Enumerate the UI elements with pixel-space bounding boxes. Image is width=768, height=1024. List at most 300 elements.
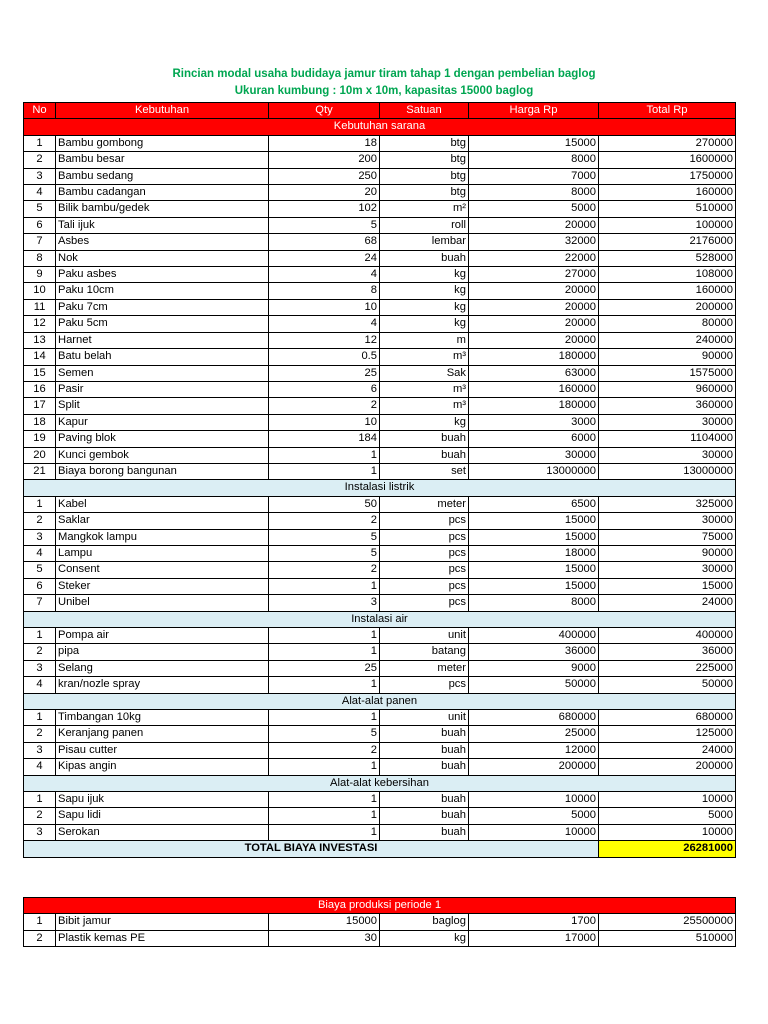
cell-total: 125000 bbox=[599, 726, 736, 742]
cell-harga: 3000 bbox=[469, 414, 599, 430]
document-title: Rincian modal usaha budidaya jamur tiram tahap 1 dengan pembelian baglog bbox=[172, 68, 596, 80]
cell-satuan: set bbox=[380, 463, 469, 479]
cell-kebutuhan: Keranjang panen bbox=[56, 726, 269, 742]
cell-no: 2 bbox=[24, 152, 56, 168]
cell-kebutuhan: Pasir bbox=[56, 381, 269, 397]
cell-kebutuhan: Tali ijuk bbox=[56, 217, 269, 233]
cell-qty: 5 bbox=[269, 726, 380, 742]
cell-harga: 20000 bbox=[469, 316, 599, 332]
cell-qty: 2 bbox=[269, 562, 380, 578]
table-row bbox=[24, 250, 736, 266]
cell-no: 3 bbox=[24, 824, 56, 840]
cell-total: 36000 bbox=[599, 644, 736, 660]
cell-no: 21 bbox=[24, 463, 56, 479]
cell-harga: 20000 bbox=[469, 283, 599, 299]
table-row bbox=[24, 316, 736, 332]
cell-qty: 24 bbox=[269, 250, 380, 266]
cell-satuan: btg bbox=[380, 135, 469, 151]
cell-satuan: pcs bbox=[380, 595, 469, 611]
cell-harga: 6500 bbox=[469, 496, 599, 512]
table-row bbox=[24, 463, 736, 479]
cell-kebutuhan: Steker bbox=[56, 578, 269, 594]
cell-total: 15000 bbox=[599, 578, 736, 594]
cell-harga: 13000000 bbox=[469, 463, 599, 479]
cell-satuan: unit bbox=[380, 710, 469, 726]
cell-total: 5000 bbox=[599, 808, 736, 824]
table-row bbox=[24, 710, 736, 726]
cell-total: 528000 bbox=[599, 250, 736, 266]
cell-total: 200000 bbox=[599, 299, 736, 315]
cell-kebutuhan: Bambu cadangan bbox=[56, 185, 269, 201]
table-row bbox=[24, 496, 736, 512]
cell-total: 680000 bbox=[599, 710, 736, 726]
cell-total: 108000 bbox=[599, 267, 736, 283]
table-row bbox=[24, 168, 736, 184]
cell-harga: 25000 bbox=[469, 726, 599, 742]
table-row bbox=[24, 792, 736, 808]
cell-total: 75000 bbox=[599, 529, 736, 545]
table-row bbox=[24, 135, 736, 151]
cell-kebutuhan: Bambu besar bbox=[56, 152, 269, 168]
cell-satuan: m² bbox=[380, 201, 469, 217]
cell-no: 7 bbox=[24, 595, 56, 611]
cell-total: 10000 bbox=[599, 824, 736, 840]
cell-satuan: meter bbox=[380, 496, 469, 512]
table-row bbox=[24, 759, 736, 775]
cell-no: 2 bbox=[24, 808, 56, 824]
cell-harga: 6000 bbox=[469, 431, 599, 447]
cell-satuan: buah bbox=[380, 431, 469, 447]
cell-no: 4 bbox=[24, 677, 56, 693]
cell-satuan: pcs bbox=[380, 545, 469, 561]
cell-no: 6 bbox=[24, 217, 56, 233]
cell-qty: 68 bbox=[269, 234, 380, 250]
cell-no: 5 bbox=[24, 201, 56, 217]
section-header-row bbox=[24, 775, 736, 791]
cell-no: 1 bbox=[24, 792, 56, 808]
cell-harga: 9000 bbox=[469, 660, 599, 676]
cell-no: 1 bbox=[24, 914, 56, 930]
cell-harga: 180000 bbox=[469, 398, 599, 414]
cell-satuan: btg bbox=[380, 168, 469, 184]
cell-total: 2176000 bbox=[599, 234, 736, 250]
header-qty: Qty bbox=[269, 103, 380, 119]
cell-satuan: baglog bbox=[380, 914, 469, 930]
cell-satuan: unit bbox=[380, 628, 469, 644]
table-row bbox=[24, 513, 736, 529]
cell-qty: 2 bbox=[269, 742, 380, 758]
cell-harga: 27000 bbox=[469, 267, 599, 283]
cell-qty: 200 bbox=[269, 152, 380, 168]
cell-qty: 0.5 bbox=[269, 349, 380, 365]
cell-qty: 250 bbox=[269, 168, 380, 184]
cell-qty: 4 bbox=[269, 316, 380, 332]
cell-qty: 2 bbox=[269, 513, 380, 529]
cell-qty: 25 bbox=[269, 660, 380, 676]
table-row bbox=[24, 644, 736, 660]
cell-qty: 1 bbox=[269, 792, 380, 808]
cell-kebutuhan: Mangkok lampu bbox=[56, 529, 269, 545]
cell-no: 1 bbox=[24, 710, 56, 726]
cell-total: 160000 bbox=[599, 283, 736, 299]
table-row bbox=[24, 529, 736, 545]
cell-satuan: m bbox=[380, 332, 469, 348]
cell-harga: 15000 bbox=[469, 578, 599, 594]
table-row bbox=[24, 152, 736, 168]
cell-no: 1 bbox=[24, 628, 56, 644]
cell-total: 360000 bbox=[599, 398, 736, 414]
table-row bbox=[24, 930, 736, 946]
cell-harga: 36000 bbox=[469, 644, 599, 660]
table-row bbox=[24, 414, 736, 430]
cell-kebutuhan: Paku asbes bbox=[56, 267, 269, 283]
cell-qty: 1 bbox=[269, 710, 380, 726]
cell-qty: 1 bbox=[269, 677, 380, 693]
cell-qty: 30 bbox=[269, 930, 380, 946]
cell-harga: 15000 bbox=[469, 529, 599, 545]
cell-harga: 15000 bbox=[469, 135, 599, 151]
cell-harga: 12000 bbox=[469, 742, 599, 758]
cell-harga: 20000 bbox=[469, 299, 599, 315]
cell-total: 510000 bbox=[599, 201, 736, 217]
cell-satuan: pcs bbox=[380, 562, 469, 578]
section-title: Alat-alat panen bbox=[24, 693, 736, 709]
cell-satuan: m³ bbox=[380, 398, 469, 414]
cell-satuan: kg bbox=[380, 316, 469, 332]
section-title: Biaya produksi periode 1 bbox=[24, 898, 736, 914]
cell-harga: 10000 bbox=[469, 792, 599, 808]
cell-qty: 1 bbox=[269, 808, 380, 824]
cell-kebutuhan: Pompa air bbox=[56, 628, 269, 644]
cell-no: 3 bbox=[24, 660, 56, 676]
cell-no: 2 bbox=[24, 644, 56, 660]
cell-no: 3 bbox=[24, 529, 56, 545]
cell-qty: 50 bbox=[269, 496, 380, 512]
cell-no: 17 bbox=[24, 398, 56, 414]
cell-harga: 32000 bbox=[469, 234, 599, 250]
cell-kebutuhan: Paku 7cm bbox=[56, 299, 269, 315]
cell-total: 30000 bbox=[599, 513, 736, 529]
cell-satuan: roll bbox=[380, 217, 469, 233]
cell-no: 3 bbox=[24, 168, 56, 184]
cell-harga: 20000 bbox=[469, 332, 599, 348]
cell-total: 90000 bbox=[599, 545, 736, 561]
cell-total: 25500000 bbox=[599, 914, 736, 930]
cell-no: 18 bbox=[24, 414, 56, 430]
cell-total: 30000 bbox=[599, 562, 736, 578]
header-kebutuhan: Kebutuhan bbox=[56, 103, 269, 119]
cell-satuan: pcs bbox=[380, 529, 469, 545]
cell-satuan: buah bbox=[380, 726, 469, 742]
cell-total: 24000 bbox=[599, 595, 736, 611]
cell-kebutuhan: Pisau cutter bbox=[56, 742, 269, 758]
cell-total: 1750000 bbox=[599, 168, 736, 184]
cell-kebutuhan: Batu belah bbox=[56, 349, 269, 365]
cell-total: 960000 bbox=[599, 381, 736, 397]
cell-no: 5 bbox=[24, 562, 56, 578]
cell-harga: 400000 bbox=[469, 628, 599, 644]
cell-kebutuhan: Paku 5cm bbox=[56, 316, 269, 332]
cell-kebutuhan: Bibit jamur bbox=[56, 914, 269, 930]
cell-kebutuhan: Selang bbox=[56, 660, 269, 676]
cell-no: 13 bbox=[24, 332, 56, 348]
cell-kebutuhan: Kipas angin bbox=[56, 759, 269, 775]
cell-kebutuhan: Paving blok bbox=[56, 431, 269, 447]
table-row bbox=[24, 545, 736, 561]
cell-no: 2 bbox=[24, 726, 56, 742]
table-row bbox=[24, 808, 736, 824]
cell-no: 9 bbox=[24, 267, 56, 283]
cell-harga: 180000 bbox=[469, 349, 599, 365]
table-row bbox=[24, 201, 736, 217]
cell-kebutuhan: Plastik kemas PE bbox=[56, 930, 269, 946]
cell-harga: 17000 bbox=[469, 930, 599, 946]
cell-qty: 10 bbox=[269, 299, 380, 315]
cell-harga: 160000 bbox=[469, 381, 599, 397]
document-subtitle: Ukuran kumbung : 10m x 10m, kapasitas 15000 baglog bbox=[234, 85, 534, 97]
cell-qty: 10 bbox=[269, 414, 380, 430]
total-label: TOTAL BIAYA INVESTASI bbox=[24, 841, 599, 857]
cell-satuan: buah bbox=[380, 250, 469, 266]
cell-harga: 680000 bbox=[469, 710, 599, 726]
cell-no: 1 bbox=[24, 496, 56, 512]
cell-qty: 6 bbox=[269, 381, 380, 397]
table-row bbox=[24, 431, 736, 447]
table-row bbox=[24, 677, 736, 693]
cell-total: 90000 bbox=[599, 349, 736, 365]
header-satuan: Satuan bbox=[380, 103, 469, 119]
cell-total: 13000000 bbox=[599, 463, 736, 479]
cell-total: 10000 bbox=[599, 792, 736, 808]
cell-no: 8 bbox=[24, 250, 56, 266]
cell-qty: 5 bbox=[269, 529, 380, 545]
cell-harga: 8000 bbox=[469, 595, 599, 611]
cell-qty: 3 bbox=[269, 595, 380, 611]
section-title: Instalasi listrik bbox=[24, 480, 736, 496]
cell-satuan: buah bbox=[380, 759, 469, 775]
cell-harga: 10000 bbox=[469, 824, 599, 840]
cell-qty: 102 bbox=[269, 201, 380, 217]
cell-qty: 12 bbox=[269, 332, 380, 348]
cell-satuan: meter bbox=[380, 660, 469, 676]
table-row bbox=[24, 299, 736, 315]
cell-no: 11 bbox=[24, 299, 56, 315]
cell-qty: 5 bbox=[269, 217, 380, 233]
cell-kebutuhan: Consent bbox=[56, 562, 269, 578]
cell-qty: 1 bbox=[269, 824, 380, 840]
table-row bbox=[24, 349, 736, 365]
cell-qty: 18 bbox=[269, 135, 380, 151]
section-header-row bbox=[24, 611, 736, 627]
table-row bbox=[24, 365, 736, 381]
header-no: No bbox=[24, 103, 56, 119]
table-row bbox=[24, 185, 736, 201]
table-row bbox=[24, 267, 736, 283]
cell-qty: 15000 bbox=[269, 914, 380, 930]
cell-total: 160000 bbox=[599, 185, 736, 201]
cell-qty: 8 bbox=[269, 283, 380, 299]
cell-kebutuhan: Nok bbox=[56, 250, 269, 266]
cell-kebutuhan: Harnet bbox=[56, 332, 269, 348]
section-title: Instalasi air bbox=[24, 611, 736, 627]
cell-harga: 22000 bbox=[469, 250, 599, 266]
cell-kebutuhan: Bambu sedang bbox=[56, 168, 269, 184]
cell-satuan: buah bbox=[380, 742, 469, 758]
table-row bbox=[24, 578, 736, 594]
cell-kebutuhan: Serokan bbox=[56, 824, 269, 840]
cell-total: 225000 bbox=[599, 660, 736, 676]
cell-harga: 63000 bbox=[469, 365, 599, 381]
table-row bbox=[24, 398, 736, 414]
cell-harga: 5000 bbox=[469, 201, 599, 217]
cell-harga: 5000 bbox=[469, 808, 599, 824]
table-row bbox=[24, 742, 736, 758]
cell-total: 1600000 bbox=[599, 152, 736, 168]
cell-no: 7 bbox=[24, 234, 56, 250]
cell-total: 510000 bbox=[599, 930, 736, 946]
cell-qty: 5 bbox=[269, 545, 380, 561]
cell-total: 100000 bbox=[599, 217, 736, 233]
cell-satuan: batang bbox=[380, 644, 469, 660]
table-row bbox=[24, 824, 736, 840]
cell-satuan: m³ bbox=[380, 349, 469, 365]
cell-total: 240000 bbox=[599, 332, 736, 348]
cell-qty: 1 bbox=[269, 578, 380, 594]
investment-table bbox=[23, 102, 736, 858]
table-row bbox=[24, 381, 736, 397]
cell-kebutuhan: Paku 10cm bbox=[56, 283, 269, 299]
cell-kebutuhan: Kapur bbox=[56, 414, 269, 430]
table-row bbox=[24, 234, 736, 250]
cell-kebutuhan: kran/nozle spray bbox=[56, 677, 269, 693]
cell-kebutuhan: Bilik bambu/gedek bbox=[56, 201, 269, 217]
cell-kebutuhan: Asbes bbox=[56, 234, 269, 250]
cell-total: 80000 bbox=[599, 316, 736, 332]
cell-kebutuhan: Lampu bbox=[56, 545, 269, 561]
cell-no: 4 bbox=[24, 185, 56, 201]
section-header-row bbox=[24, 480, 736, 496]
section-title: Kebutuhan sarana bbox=[24, 119, 736, 135]
cell-kebutuhan: Unibel bbox=[56, 595, 269, 611]
cell-no: 2 bbox=[24, 930, 56, 946]
header-harga: Harga Rp bbox=[469, 103, 599, 119]
cell-qty: 1 bbox=[269, 628, 380, 644]
cell-satuan: Sak bbox=[380, 365, 469, 381]
cell-satuan: kg bbox=[380, 267, 469, 283]
cell-harga: 8000 bbox=[469, 185, 599, 201]
cell-no: 10 bbox=[24, 283, 56, 299]
cell-kebutuhan: Split bbox=[56, 398, 269, 414]
table-row bbox=[24, 217, 736, 233]
cell-total: 50000 bbox=[599, 677, 736, 693]
cell-satuan: kg bbox=[380, 414, 469, 430]
cell-no: 1 bbox=[24, 135, 56, 151]
table-row bbox=[24, 660, 736, 676]
cell-kebutuhan: Kabel bbox=[56, 496, 269, 512]
cell-qty: 1 bbox=[269, 447, 380, 463]
section-header-row bbox=[24, 119, 736, 135]
cell-satuan: pcs bbox=[380, 578, 469, 594]
cell-satuan: buah bbox=[380, 792, 469, 808]
cell-kebutuhan: Semen bbox=[56, 365, 269, 381]
section-title: Alat-alat kebersihan bbox=[24, 775, 736, 791]
cell-qty: 1 bbox=[269, 463, 380, 479]
cell-qty: 2 bbox=[269, 398, 380, 414]
table-row bbox=[24, 726, 736, 742]
cell-satuan: kg bbox=[380, 299, 469, 315]
cell-no: 4 bbox=[24, 759, 56, 775]
cell-no: 3 bbox=[24, 742, 56, 758]
cell-satuan: buah bbox=[380, 808, 469, 824]
cell-satuan: buah bbox=[380, 824, 469, 840]
cell-qty: 1 bbox=[269, 644, 380, 660]
cell-kebutuhan: Bambu gombong bbox=[56, 135, 269, 151]
cell-total: 30000 bbox=[599, 414, 736, 430]
cell-total: 1575000 bbox=[599, 365, 736, 381]
cell-no: 4 bbox=[24, 545, 56, 561]
cell-total: 200000 bbox=[599, 759, 736, 775]
cell-no: 14 bbox=[24, 349, 56, 365]
cell-qty: 4 bbox=[269, 267, 380, 283]
section-header-row bbox=[24, 898, 736, 914]
cell-qty: 1 bbox=[269, 759, 380, 775]
cell-harga: 15000 bbox=[469, 562, 599, 578]
table-row bbox=[24, 595, 736, 611]
cell-total: 325000 bbox=[599, 496, 736, 512]
cell-kebutuhan: Sapu ijuk bbox=[56, 792, 269, 808]
cell-no: 2 bbox=[24, 513, 56, 529]
header-row bbox=[24, 103, 736, 119]
table-row bbox=[24, 332, 736, 348]
total-value: 26281000 bbox=[599, 841, 736, 857]
cell-satuan: btg bbox=[380, 185, 469, 201]
cell-satuan: kg bbox=[380, 283, 469, 299]
cell-harga: 18000 bbox=[469, 545, 599, 561]
cell-harga: 200000 bbox=[469, 759, 599, 775]
cell-harga: 8000 bbox=[469, 152, 599, 168]
cell-harga: 30000 bbox=[469, 447, 599, 463]
table-row bbox=[24, 628, 736, 644]
header-total: Total Rp bbox=[599, 103, 736, 119]
cell-no: 20 bbox=[24, 447, 56, 463]
cell-no: 12 bbox=[24, 316, 56, 332]
cell-total: 400000 bbox=[599, 628, 736, 644]
cell-satuan: btg bbox=[380, 152, 469, 168]
cell-satuan: pcs bbox=[380, 513, 469, 529]
cell-satuan: pcs bbox=[380, 677, 469, 693]
cell-qty: 184 bbox=[269, 431, 380, 447]
section-header-row bbox=[24, 693, 736, 709]
production-table bbox=[23, 897, 736, 947]
cell-kebutuhan: Sapu lidi bbox=[56, 808, 269, 824]
cell-no: 16 bbox=[24, 381, 56, 397]
cell-satuan: kg bbox=[380, 930, 469, 946]
cell-satuan: m³ bbox=[380, 381, 469, 397]
cell-qty: 25 bbox=[269, 365, 380, 381]
cell-qty: 20 bbox=[269, 185, 380, 201]
cell-total: 1104000 bbox=[599, 431, 736, 447]
total-row bbox=[24, 841, 736, 857]
cell-kebutuhan: Biaya borong bangunan bbox=[56, 463, 269, 479]
cell-kebutuhan: Saklar bbox=[56, 513, 269, 529]
cell-no: 19 bbox=[24, 431, 56, 447]
cell-harga: 20000 bbox=[469, 217, 599, 233]
cell-kebutuhan: pipa bbox=[56, 644, 269, 660]
cell-harga: 7000 bbox=[469, 168, 599, 184]
cell-satuan: lembar bbox=[380, 234, 469, 250]
table-row bbox=[24, 914, 736, 930]
cell-total: 30000 bbox=[599, 447, 736, 463]
